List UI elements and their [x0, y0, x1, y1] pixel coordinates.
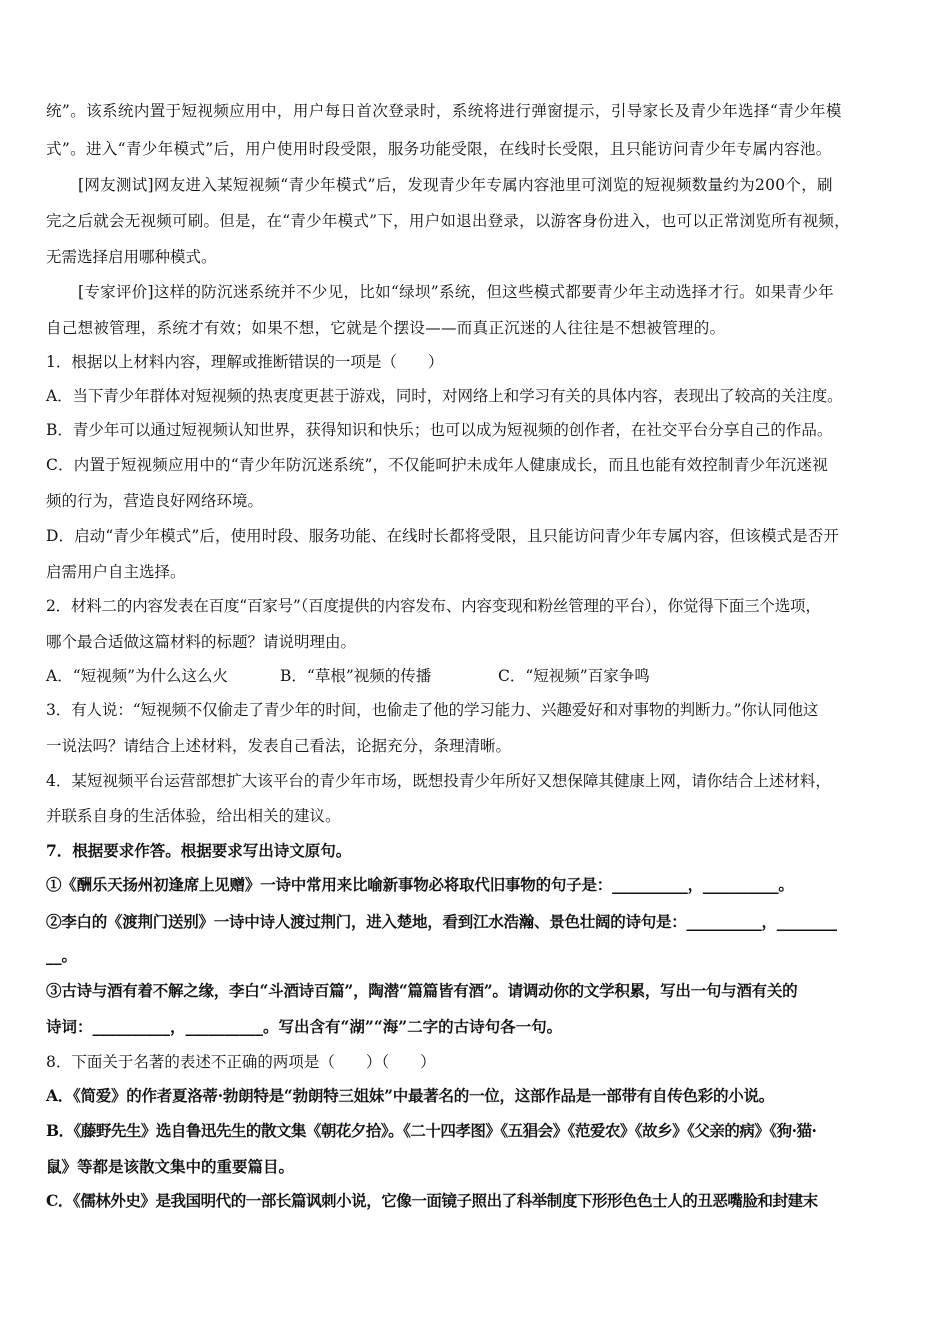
material-paragraph-line: 无需选择启用哪种模式。	[46, 248, 217, 266]
material-paragraph-line: 完之后就会无视频可刷。但是，在“青少年模式”下，用户如退出登录，以游客身份进入，也可以正常浏览所有视频，	[46, 212, 850, 230]
question-8-stem-emphasis: 不正确	[210, 1053, 258, 1071]
question-8-stem-suffix: 的两项是（ ）（ ）	[257, 1053, 436, 1071]
question-3-stem-cont: 一说法吗？请结合上述材料，发表自己看法，论据充分，条理清晰。	[46, 737, 512, 755]
question-1-option-c: C．内置于短视频应用中的“青少年防沉迷系统”，不仅能呵护未成年人健康成长，而且也能有效控制青少年沉迷视	[46, 456, 828, 474]
question-2-stem-cont: 哪个最合适做这篇材料的标题？请说明理由。	[46, 633, 357, 651]
question-4-stem-cont: 并联系自身的生活体验，给出相关的建议。	[46, 807, 341, 825]
question-1-option-d-cont: 启需用户自主选择。	[46, 563, 186, 581]
question-1-option-a: A．当下青少年群体对短视频的热衷度更甚于游戏，同时，对网络上和学习有关的具体内容，表现出了较高的关注度。	[46, 387, 843, 405]
material-paragraph-line: [专家评价]这样的防沉迷系统并不少见，比如“绿坝”系统，但这些模式都要青少年主动选择才行。如果青少年	[78, 283, 834, 301]
question-7-item-3-cont: 诗词：__________，__________。写出含有“湖”“海”二字的古诗句各一句。	[46, 1017, 563, 1036]
question-2-option-a: A．“短视频”为什么这么火	[46, 667, 229, 685]
material-paragraph-line: 自己想被管理，系统才有效；如果不想，它就是个摆设——而真正沉迷的人往往是不想被管理的。	[46, 319, 726, 337]
question-2-option-c: C．“短视频”百家争鸣	[498, 667, 650, 685]
question-7-stem: 7．根据要求作答。根据要求写出诗文原句。	[46, 841, 352, 860]
question-2-option-b: B．“草根”视频的传播	[280, 667, 432, 685]
material-paragraph-line: [网友测试]网友进入某短视频“青少年模式”后，发现青少年专属内容池里可浏览的短视频数量约为200个，刷	[78, 176, 833, 194]
question-4-stem: 4．某短视频平台运营部想扩大该平台的青少年市场，既想投青少年所好又想保障其健康上网，请你结合上述材料，	[46, 772, 831, 790]
question-2-stem: 2．材料二的内容发表在百度“百家号”（百度提供的内容发布、内容变现和粉丝管理的平台），你觉得下面三个选项，	[46, 597, 821, 615]
question-7-item-2: ②李白的《渡荆门送别》一诗中诗人渡过荆门，进入楚地，看到江水浩瀚、景色壮阔的诗句是：__________，________	[46, 912, 837, 931]
question-3-stem: 3．有人说：“短视频不仅偷走了青少年的时间，也偷走了他的学习能力、兴趣爱好和对事物的判断力。”你认同他这	[46, 701, 819, 719]
question-7-item-3: ③古诗与酒有着不解之缘，李白“斗酒诗百篇”，陶潜“篇篇皆有酒”。请调动你的文学积累，写出一句与酒有关的	[46, 981, 798, 1000]
question-1-stem: 1．根据以上材料内容，理解或推断错误的一项是（ ）	[46, 353, 444, 371]
material-paragraph-line: 统”。该系统内置于短视频应用中，用户每日首次登录时，系统将进行弹窗提示，引导家长及青少年选择“青少年模	[46, 102, 842, 120]
question-1-option-c-cont: 频的行为，营造良好网络环境。	[46, 492, 264, 510]
question-7-item-1: ①《酬乐天扬州初逢席上见赠》一诗中常用来比喻新事物必将取代旧事物的句子是：__________，__________。	[46, 875, 794, 894]
question-8-option-a: A．《简爱》的作者夏洛蒂·勃朗特是“勃朗特三姐妹”中最著名的一位，这部作品是一部带有自传色彩的小说。	[46, 1086, 775, 1105]
question-8-stem-prefix: 8．下面关于名著的表述	[46, 1053, 211, 1071]
material-paragraph-line: 式”。进入“青少年模式”后，用户使用时段受限，服务功能受限，在线时长受限，且只能访问青少年专属内容池。	[46, 140, 832, 158]
question-1-option-b: B．青少年可以通过短视频认知世界，获得知识和快乐；也可以成为短视频的创作者，在社交平台分享自己的作品。	[46, 421, 833, 439]
question-8-option-b-cont: 鼠》等都是该散文集中的重要篇目。	[46, 1157, 295, 1176]
question-7-item-2-cont: __。	[46, 946, 78, 965]
question-8-option-c: C．《儒林外史》是我国明代的一部长篇讽刺小说，它像一面镜子照出了科举制度下形形色色士人的丑恶嘴脸和封建末	[46, 1191, 818, 1210]
question-1-option-d: D．启动“青少年模式”后，使用时段、服务功能、在线时长都将受限，且只能访问青少年专属内容，但该模式是否开	[46, 527, 839, 545]
question-8-option-b: B．《藤野先生》选自鲁迅先生的散文集《朝花夕拾》。《二十四孝图》《五猖会》《范爱农》《故乡》《父亲的病》《狗·猫·	[46, 1121, 817, 1140]
question-2-options	[46, 666, 650, 686]
question-8-stem	[46, 1052, 436, 1072]
